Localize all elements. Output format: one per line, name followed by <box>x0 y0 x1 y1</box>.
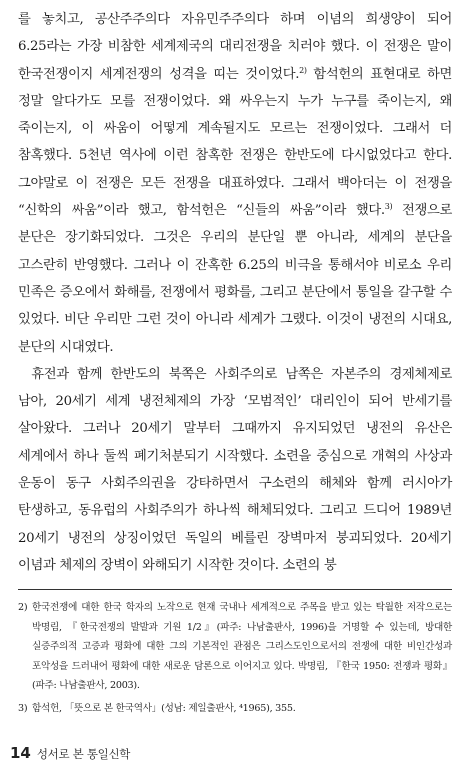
paragraph-1-text-b: 함석헌의 표현대로 하면 정말 알다가도 모를 전쟁이었다. 왜 싸우는지 누가 누구를 죽이는지, 왜 죽이는지, 이 싸움이 어떻게 계속될지도 모르는 전쟁이었다. 그래서 더 참혹했다. 5천년 역사에 이런 참혹한 전쟁은 한반도에 다시없었다고 한다. 그야말로 이 전쟁은 모든 전쟁을 대표하였다. 그래서 백아더는 이 전쟁을 “신학의 싸움”이라 했고, 함석헌은 “신들의 싸움”이라 했다. <box>18 66 453 219</box>
paragraph-1 <box>18 6 452 361</box>
footnote-number: 2) <box>18 602 28 614</box>
paragraph-2: 휴전과 함께 한반도의 북쪽은 사회주의로 남쪽은 자본주의 경제체제로 남아, 20세기 세계 냉전체제의 가장 ‘모범적인’ 대리인이 되어 반세기를 살아왔다. 그러나 20세기 말부터 그때까지 유지되었던 냉전의 유산은 세계에서 하나 둘씩 폐기처분되기 시작했다. 소련을 중심으로 개혁의 사상과 운동이 동구 사회주의권을 강타하면서 구소련의 해체와 함께 러시아가 탄생하고, 동유럽의 사회주의가 하나씩 해체되었다. 그리고 드디어 1989년 20세기 냉전의 상징이었던 독일의 베를린 장벽마저 붕괴되었다. 20세기 이념과 체제의 장벽이 와해되기 시작한 것이다. 소련의 붕 <box>18 366 452 573</box>
footnote-text: 한국전쟁에 대한 한국 학자의 노작으로 현재 국내나 세계적으로 주목을 받고 있는 탁월한 저작으로는 박명림, 『한국전쟁의 발발과 기원 1/2』(파주: 나남출판사, 1996)을 거명할 수 있는데, 방대한 실증주의적 고증과 평화에 대한 그의 기본적인 관점은 그리스도인으로서의 전쟁에 대한 비인간성과 포악성을 드러내어 평화에 대한 새로운 담론으로 이어지고 있다. 박명림, 『한국 1950: 전쟁과 평화』(파주: 나남출판사, 2003). <box>32 602 452 692</box>
footnote-3 <box>18 699 452 719</box>
footnote-ref-2: 2) <box>299 65 307 75</box>
footnotes <box>18 598 452 718</box>
paragraph-1-text-a: 를 놓치고, 공산주주의다 자유민주주의다 하며 이념의 희생양이 되어 6.25라는 가장 비참한 세계제국의 대리전쟁을 치러야 했다. 이 전쟁은 말이 한국전쟁이지 세계전쟁의 성격을 띠는 것이었다. <box>18 12 452 82</box>
paragraph-1-text-c: 전쟁으로 분단은 장기화되었다. 그것은 우리의 분단일 뿐 아니라, 세계의 분단을 고스란히 반영했다. 그러나 이 잔혹한 6.25의 비극을 통해서야 비로소 우리 민족은 증오에서 화해를, 전쟁에서 평화를, 그리고 분단에서 통일을 갈구할 수 있었다. 비단 우리만 그런 것이 아니라 세계가 그랬다. 이것이 냉전의 시대요, 분단의 시대였다. <box>18 203 452 355</box>
page-footer <box>10 744 130 762</box>
book-title: 성서로 본 통일신학 <box>36 747 131 761</box>
footnote-text: 함석헌, 「뜻으로 본 한국역사」(성남: 제일출판사, ⁴1965), 355. <box>32 702 296 714</box>
footnote-2 <box>18 598 452 696</box>
footnote-ref-3: 3) <box>384 202 393 212</box>
footnote-divider <box>18 589 452 590</box>
footnote-number: 3) <box>18 702 28 714</box>
page-number: 14 <box>10 744 31 762</box>
body-text <box>18 6 452 579</box>
